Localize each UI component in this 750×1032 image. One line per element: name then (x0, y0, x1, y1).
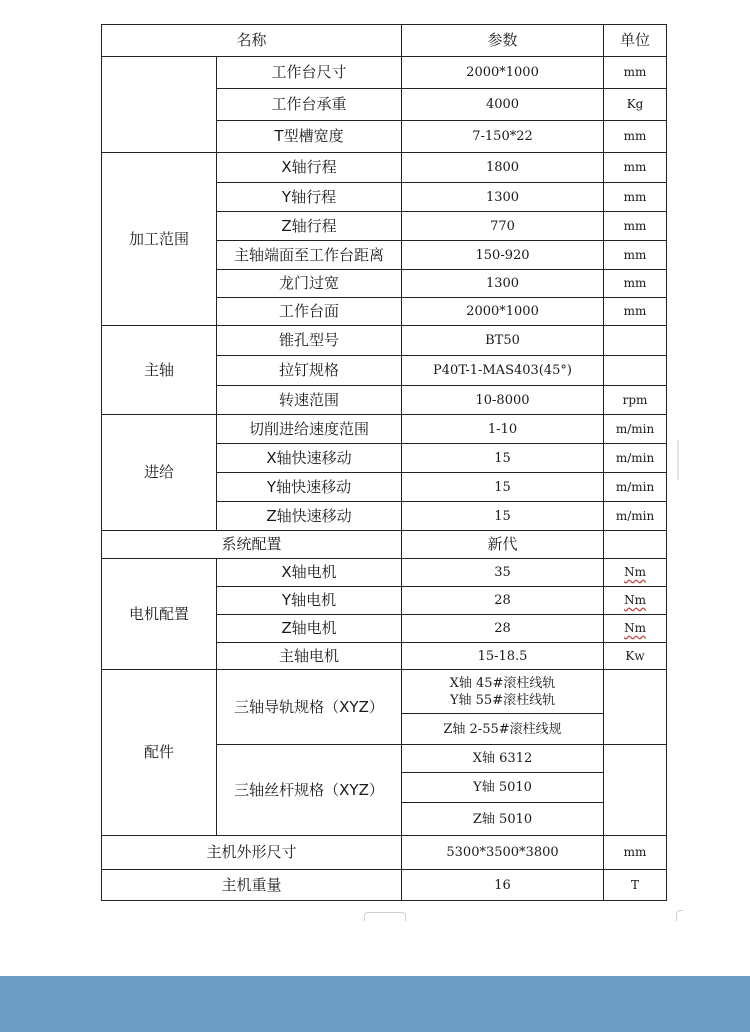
row-label: X轴快速移动 (217, 444, 402, 473)
row-unit: mm (604, 212, 667, 241)
row-value: 28 (402, 587, 604, 615)
row-label: 主机外形尺寸 (102, 836, 402, 870)
table-row (102, 870, 667, 901)
row-unit: mm (604, 836, 667, 870)
row-value: 7-150*22 (402, 121, 604, 153)
row-value: 4000 (402, 89, 604, 121)
bottom-band (0, 976, 750, 1032)
row-unit: Kw (604, 643, 667, 670)
category-spindle: 主轴 (102, 326, 217, 415)
category-feed: 进给 (102, 415, 217, 531)
row-label: 工作台承重 (217, 89, 402, 121)
row-label: Y轴行程 (217, 183, 402, 212)
row-value: BT50 (402, 326, 604, 356)
table-row (102, 326, 667, 356)
row-unit: mm (604, 241, 667, 270)
row-unit: rpm (604, 386, 667, 415)
row-value: 1-10 (402, 415, 604, 444)
row-unit: m/min (604, 502, 667, 531)
header-param: 参数 (402, 25, 604, 57)
table-row (102, 57, 667, 89)
row-unit: mm (604, 57, 667, 89)
rail-y-text: Y轴 55#滚柱线轨 (449, 692, 556, 708)
row-label: 转速范围 (217, 386, 402, 415)
table-row (102, 531, 667, 559)
row-unit-blank (604, 745, 667, 836)
row-unit (604, 326, 667, 356)
row-value: 35 (402, 559, 604, 587)
spec-table (101, 24, 667, 901)
row-label: T型槽宽度 (217, 121, 402, 153)
category-motors: 电机配置 (102, 559, 217, 670)
row-value: 5300*3500*3800 (402, 836, 604, 870)
header-row (102, 25, 667, 57)
row-unit (604, 531, 667, 559)
row-value: 28 (402, 615, 604, 643)
row-unit (604, 356, 667, 386)
row-label: 龙门过宽 (217, 270, 402, 298)
row-unit: mm (604, 298, 667, 326)
table-row (102, 670, 667, 714)
row-label: Z轴行程 (217, 212, 402, 241)
row-value: 1300 (402, 183, 604, 212)
table-row (102, 559, 667, 587)
row-label: Z轴电机 (217, 615, 402, 643)
row-label: 主轴电机 (217, 643, 402, 670)
row-unit (604, 559, 667, 587)
screw-z-text: Z轴 5010 (402, 803, 604, 836)
table-row (102, 415, 667, 444)
row-value: 15 (402, 502, 604, 531)
unit-text: Nm (624, 565, 646, 579)
row-unit: Kg (604, 89, 667, 121)
row-unit: mm (604, 121, 667, 153)
scroll-hint-mark (364, 912, 406, 921)
row-value: 1800 (402, 153, 604, 183)
row-value: 16 (402, 870, 604, 901)
row-unit: m/min (604, 415, 667, 444)
row-value: 770 (402, 212, 604, 241)
screw-y-text: Y轴 5010 (402, 773, 604, 803)
row-value: 1300 (402, 270, 604, 298)
row-unit: T (604, 870, 667, 901)
row-value: 15-18.5 (402, 643, 604, 670)
row-label: 锥孔型号 (217, 326, 402, 356)
row-label: 切削进给速度范围 (217, 415, 402, 444)
header-name: 名称 (102, 25, 402, 57)
row-label: Z轴快速移动 (217, 502, 402, 531)
rail-z-text: Z轴 2-55#滚柱线规 (402, 714, 604, 745)
corner-hint-mark (676, 910, 683, 921)
row-value: 新代 (402, 531, 604, 559)
row-label: 工作台尺寸 (217, 57, 402, 89)
row-value: 15 (402, 473, 604, 502)
row-value: 2000*1000 (402, 57, 604, 89)
row-unit-blank (604, 670, 667, 745)
rail-x-text: X轴 45#滚柱线轨 (449, 675, 556, 691)
rail-xy-cell (402, 670, 604, 714)
row-unit: mm (604, 153, 667, 183)
row-unit: mm (604, 270, 667, 298)
row-unit: m/min (604, 444, 667, 473)
row-label: 三轴导轨规格（XYZ） (217, 670, 402, 745)
unit-text: Nm (624, 621, 646, 635)
table-row (102, 836, 667, 870)
category-machining: 加工范围 (102, 153, 217, 326)
header-unit: 单位 (604, 25, 667, 57)
row-label: X轴电机 (217, 559, 402, 587)
row-label: 三轴丝杆规格（XYZ） (217, 745, 402, 836)
row-label: 主机重量 (102, 870, 402, 901)
row-label: 拉钉规格 (217, 356, 402, 386)
row-value: 150-920 (402, 241, 604, 270)
row-value: 2000*1000 (402, 298, 604, 326)
row-label: Y轴电机 (217, 587, 402, 615)
edge-shadow (677, 440, 679, 480)
row-label: X轴行程 (217, 153, 402, 183)
row-unit: mm (604, 183, 667, 212)
row-unit (604, 615, 667, 643)
row-value: 10-8000 (402, 386, 604, 415)
row-label: 主轴端面至工作台距离 (217, 241, 402, 270)
row-label: 工作台面 (217, 298, 402, 326)
row-value: 15 (402, 444, 604, 473)
row-unit (604, 587, 667, 615)
row-unit: m/min (604, 473, 667, 502)
unit-text: Nm (624, 593, 646, 607)
row-label: Y轴快速移动 (217, 473, 402, 502)
category-blank (102, 57, 217, 153)
row-value: P40T-1-MAS403(45°) (402, 356, 604, 386)
screw-x-text: X轴 6312 (402, 745, 604, 773)
category-parts: 配件 (102, 670, 217, 836)
row-label: 系统配置 (102, 531, 402, 559)
table-row (102, 153, 667, 183)
